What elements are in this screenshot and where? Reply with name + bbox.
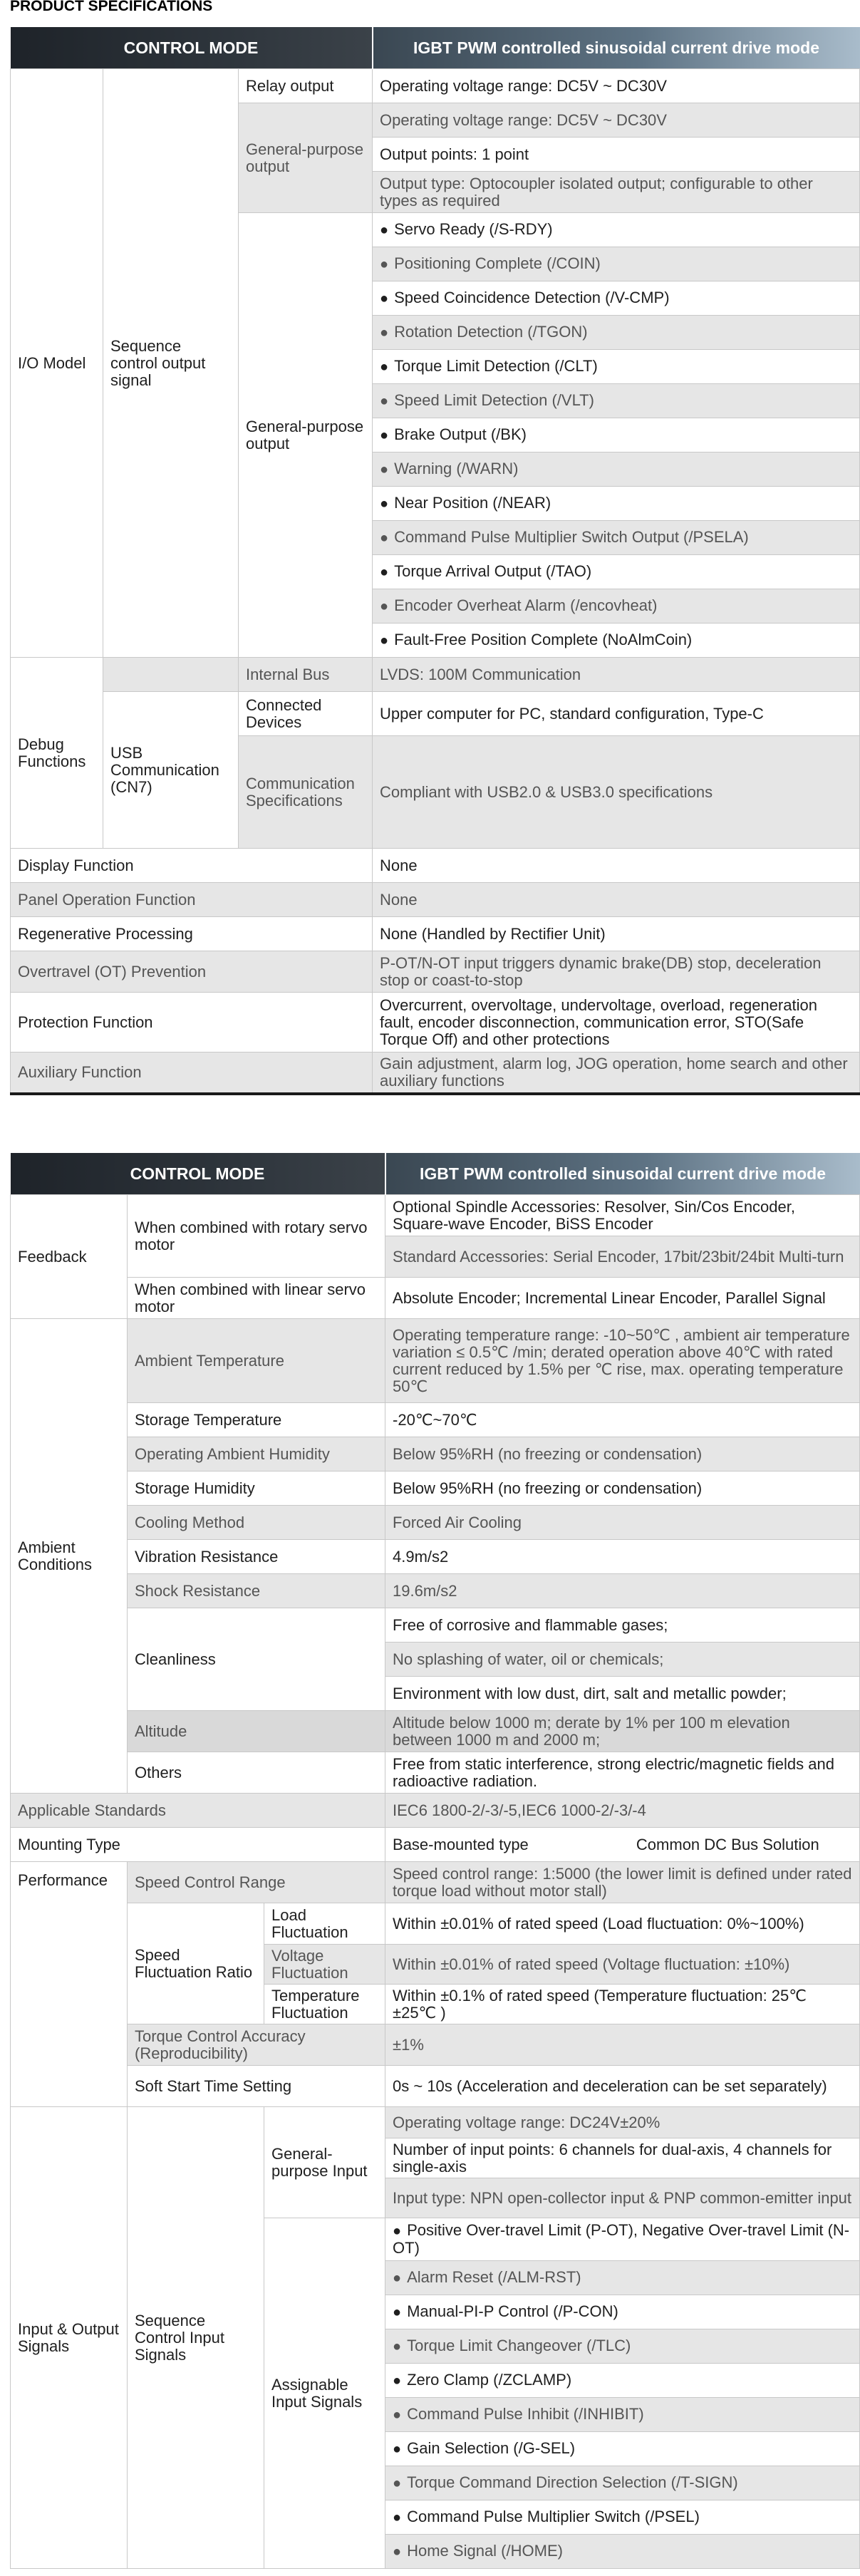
cooling-value: Forced Air Cooling	[385, 1506, 860, 1540]
relay-output-value: Operating voltage range: DC5V ~ DC30V	[373, 69, 860, 103]
temp-fluct-label: Temperature Fluctuation	[264, 1985, 385, 2024]
mounting-label: Mounting Type	[11, 1828, 385, 1862]
signal-item: ● Speed Coincidence Detection (/V-CMP)	[373, 281, 860, 316]
gp-input-label: General-purpose Input	[264, 2107, 385, 2218]
connected-label: Connected Devices	[239, 692, 373, 736]
standards-value: IEC6 1800-2/-3/-5,IEC6 1000-2/-3/-4	[385, 1794, 860, 1828]
signal-item: ● Torque Limit Detection (/CLT)	[373, 350, 860, 384]
vibration-value: 4.9m/s2	[385, 1540, 860, 1574]
protection-label: Protection Function	[11, 993, 373, 1052]
torque-acc-value: ±1%	[385, 2024, 860, 2066]
gp-output-voltage: Operating voltage range: DC5V ~ DC30V	[373, 103, 860, 138]
others-label: Others	[128, 1752, 385, 1794]
header-control-mode: CONTROL MODE	[11, 1153, 385, 1195]
standards-label: Applicable Standards	[11, 1794, 385, 1828]
amb-temp-label: Ambient Temperature	[128, 1319, 385, 1403]
vibration-label: Vibration Resistance	[128, 1540, 385, 1574]
ambient-label: Ambient Conditions	[11, 1319, 128, 1794]
gp-output-points: Output points: 1 point	[373, 138, 860, 172]
relay-output-label: Relay output	[239, 69, 373, 103]
assignable-label: Assignable Input Signals	[264, 2218, 385, 2569]
linear-label: When combined with linear servo motor	[128, 1278, 385, 1319]
input-item: ● Zero Clamp (/ZCLAMP)	[385, 2364, 860, 2398]
altitude-label: Altitude	[128, 1711, 385, 1752]
signal-item: ● Near Position (/NEAR)	[373, 487, 860, 521]
mounting-dc-bus: Common DC Bus Solution	[636, 1835, 819, 1853]
signal-item: ● Servo Ready (/S-RDY)	[373, 213, 860, 247]
io-model-label: I/O Model	[11, 69, 103, 658]
op-humidity-label: Operating Ambient Humidity	[128, 1437, 385, 1471]
seq-output-label: Sequence control output signal	[103, 69, 239, 658]
amb-temp-value: Operating temperature range: -10~50℃ , ambient air temperature variation ≤ 0.5℃ /min; derated operation above 40℃ with rated current reduced by 1.5% per ℃ rise, max. operating temperature 50℃	[385, 1319, 860, 1403]
gp-input-voltage: Operating voltage range: DC24V±20%	[385, 2107, 860, 2138]
overtravel-label: Overtravel (OT) Prevention	[11, 951, 373, 993]
soft-start-value: 0s ~ 10s (Acceleration and deceleration can be set separately)	[385, 2066, 860, 2107]
signal-item: ● Torque Arrival Output (/TAO)	[373, 555, 860, 589]
input-item: ● Command Pulse Multiplier Switch (/PSEL)	[385, 2500, 860, 2535]
gp-input-type: Input type: NPN open-collector input & PNP common-emitter input	[385, 2178, 860, 2218]
feedback-label: Feedback	[11, 1195, 128, 1319]
regen-value: None (Handled by Rectifier Unit)	[373, 917, 860, 951]
clean-gases: Free of corrosive and flammable gases;	[385, 1608, 860, 1643]
seq-input-label: Sequence Control Input Signals	[128, 2107, 264, 2569]
clean-splash: No splashing of water, oil or chemicals;	[385, 1643, 860, 1677]
mounting-base: Base-mounted type	[393, 1835, 529, 1853]
input-item: ● Home Signal (/HOME)	[385, 2535, 860, 2569]
connected-value: Upper computer for PC, standard configuration, Type-C	[373, 692, 860, 736]
shock-label: Shock Resistance	[128, 1574, 385, 1608]
panel-label: Panel Operation Function	[11, 883, 373, 917]
volt-fluct-value: Within ±0.01% of rated speed (Voltage fluctuation: ±10%)	[385, 1945, 860, 1985]
signal-item: ● Rotation Detection (/TGON)	[373, 316, 860, 350]
speed-range-value: Speed control range: 1:5000 (the lower limit is defined under rated torque load without motor stall)	[385, 1862, 860, 1903]
mounting-value	[385, 1828, 860, 1862]
debug-label: Debug Functions	[11, 658, 103, 849]
signal-item: ● Positioning Complete (/COIN)	[373, 247, 860, 281]
gp-output-label: General-purpose output	[239, 103, 373, 213]
aux-value: Gain adjustment, alarm log, JOG operation, home search and other auxiliary functions	[373, 1052, 860, 1094]
performance-label: Performance	[11, 1862, 128, 2107]
spec-table-1	[10, 27, 859, 1095]
usb-label: USB Communication (CN7)	[103, 692, 239, 849]
storage-temp-label: Storage Temperature	[128, 1403, 385, 1437]
signal-item: ● Encoder Overheat Alarm (/encovheat)	[373, 589, 860, 624]
page-title: PRODUCT SPECIFICATIONS	[10, 0, 213, 14]
overtravel-value: P-OT/N-OT input triggers dynamic brake(DB) stop, deceleration stop or coast-to-stop	[373, 951, 860, 993]
signal-item: ● Command Pulse Multiplier Switch Output (/PSELA)	[373, 521, 860, 555]
input-item: ● Positive Over-travel Limit (P-OT), Negative Over-travel Limit (N-OT)	[385, 2218, 860, 2261]
internal-bus-label: Internal Bus	[239, 658, 373, 692]
display-value: None	[373, 849, 860, 883]
linear-value: Absolute Encoder; Incremental Linear Encoder, Parallel Signal	[385, 1278, 860, 1319]
load-fluct-label: Load Fluctuation	[264, 1903, 385, 1945]
io-signals-label: Input & Output Signals	[11, 2107, 128, 2569]
input-item: ● Torque Limit Changeover (/TLC)	[385, 2329, 860, 2364]
load-fluct-value: Within ±0.01% of rated speed (Load fluctuation: 0%~100%)	[385, 1903, 860, 1945]
input-item: ● Manual-PI-P Control (/P-CON)	[385, 2295, 860, 2329]
header-drive-mode: IGBT PWM controlled sinusoidal current drive mode	[385, 1153, 860, 1195]
debug-empty-cell	[103, 658, 239, 692]
header-drive-mode: IGBT PWM controlled sinusoidal current drive mode	[373, 27, 860, 69]
signal-item: ● Fault-Free Position Complete (NoAlmCoin)	[373, 624, 860, 658]
op-humidity-value: Below 95%RH (no freezing or condensation)	[385, 1437, 860, 1471]
spec-table-2	[10, 1153, 859, 2569]
rotary-standard: Standard Accessories: Serial Encoder, 17bit/23bit/24bit Multi-turn	[385, 1236, 860, 1278]
storage-temp-value: -20℃~70℃	[385, 1403, 860, 1437]
comm-spec-label: Communication Specifications	[239, 736, 373, 849]
input-item: ● Command Pulse Inhibit (/INHIBIT)	[385, 2398, 860, 2432]
rotary-optional: Optional Spindle Accessories: Resolver, Sin/Cos Encoder, Square-wave Encoder, BiSS Encoder	[385, 1195, 860, 1236]
altitude-value: Altitude below 1000 m; derate by 1% per 100 m elevation between 1000 m and 2000 m;	[385, 1711, 860, 1752]
volt-fluct-label: Voltage Fluctuation	[264, 1945, 385, 1985]
st-humidity-value: Below 95%RH (no freezing or condensation)	[385, 1471, 860, 1506]
header-control-mode: CONTROL MODE	[11, 27, 373, 69]
internal-bus-value: LVDS: 100M Communication	[373, 658, 860, 692]
signal-item: ● Speed Limit Detection (/VLT)	[373, 384, 860, 418]
rotary-label: When combined with rotary servo motor	[128, 1195, 385, 1278]
gp-output2-label: General-purpose output	[239, 213, 373, 658]
signal-item: ● Warning (/WARN)	[373, 452, 860, 487]
cooling-label: Cooling Method	[128, 1506, 385, 1540]
display-label: Display Function	[11, 849, 373, 883]
gp-input-points: Number of input points: 6 channels for dual-axis, 4 channels for single-axis	[385, 2138, 860, 2178]
regen-label: Regenerative Processing	[11, 917, 373, 951]
cleanliness-label: Cleanliness	[128, 1608, 385, 1711]
protection-value: Overcurrent, overvoltage, undervoltage, overload, regeneration fault, encoder disconnection, communication error, STO(Safe Torque Off) and other protections	[373, 993, 860, 1052]
others-value: Free from static interference, strong electric/magnetic fields and radioactive radiation.	[385, 1752, 860, 1794]
gp-output-type: Output type: Optocoupler isolated output; configurable to other types as required	[373, 172, 860, 213]
panel-value: None	[373, 883, 860, 917]
temp-fluct-value: Within ±0.1% of rated speed (Temperature fluctuation: 25℃ ±25℃ )	[385, 1985, 860, 2024]
speed-range-label: Speed Control Range	[128, 1862, 385, 1903]
input-item: ● Gain Selection (/G-SEL)	[385, 2432, 860, 2466]
fluct-ratio-label: Speed Fluctuation Ratio	[128, 1903, 264, 2024]
st-humidity-label: Storage Humidity	[128, 1471, 385, 1506]
soft-start-label: Soft Start Time Setting	[128, 2066, 385, 2107]
clean-dust: Environment with low dust, dirt, salt and metallic powder;	[385, 1677, 860, 1711]
signal-item: ● Brake Output (/BK)	[373, 418, 860, 452]
shock-value: 19.6m/s2	[385, 1574, 860, 1608]
comm-spec-value: Compliant with USB2.0 & USB3.0 specifications	[373, 736, 860, 849]
input-item: ● Torque Command Direction Selection (/T-SIGN)	[385, 2466, 860, 2500]
aux-label: Auxiliary Function	[11, 1052, 373, 1094]
input-item: ● Alarm Reset (/ALM-RST)	[385, 2261, 860, 2295]
torque-acc-label: Torque Control Accuracy (Reproducibility)	[128, 2024, 385, 2066]
